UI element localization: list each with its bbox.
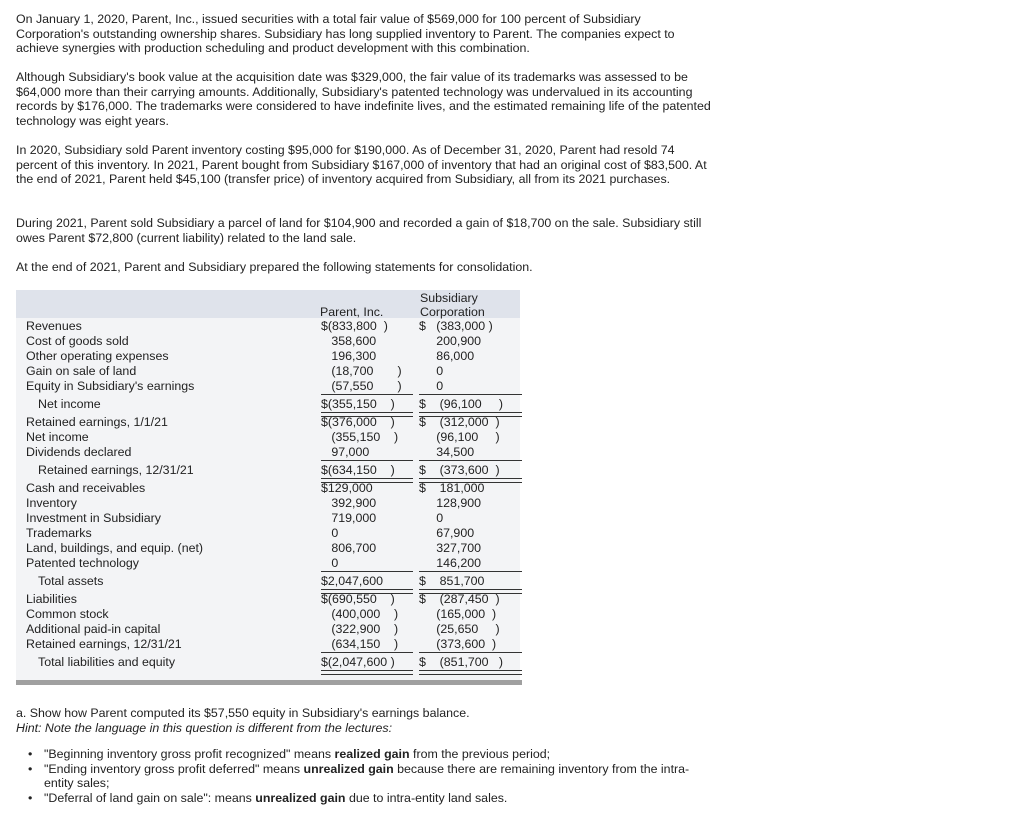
parent-value: $(2,047,600 ): [321, 655, 395, 669]
table-row: [16, 481, 520, 496]
subsidiary-value: $ (312,000 ): [419, 415, 500, 429]
parent-value: $(355,150 ): [321, 397, 395, 411]
row-label: Investment in Subsidiary: [26, 511, 161, 525]
subsidiary-value: $ (287,450 ): [419, 592, 500, 606]
parent-value: 719,000: [321, 511, 377, 525]
subsidiary-value: 34,500: [419, 445, 475, 459]
subsidiary-value: 67,900: [419, 526, 475, 540]
parent-value: 0: [321, 526, 339, 540]
row-label: Land, buildings, and equip. (net): [26, 541, 204, 555]
subtotal-rule: [419, 652, 522, 653]
parent-value: 392,900: [321, 496, 377, 510]
row-label: Total liabilities and equity: [38, 655, 176, 669]
table-row: [16, 574, 520, 589]
row-label: Net income: [26, 430, 89, 444]
subsidiary-value: $ (383,000 ): [419, 319, 493, 333]
subtotal-rule: [321, 652, 413, 653]
row-label: Net income: [38, 397, 101, 411]
parent-value: $(833,800 ): [321, 319, 388, 333]
row-label: Total assets: [38, 574, 104, 588]
parent-value: (322,900 ): [321, 622, 399, 636]
subsidiary-header-line2: Corporation: [420, 305, 485, 319]
table-row: [16, 592, 520, 607]
subsidiary-value: (373,600 ): [419, 637, 497, 651]
table-row: [16, 541, 520, 556]
table-row: [16, 655, 520, 670]
subsidiary-value: $ 851,700: [419, 574, 485, 588]
inventory-paragraph: In 2020, Subsidiary sold Parent inventory costing $95,000 for $190,000. As of December 31, 2020, Parent had resold 74 percent of this inventory. In 2021, Parent bought from Subsidiary $167,000 of inventory that had an original cost of $83,500. At the end of 2021, Parent held $45,100 (transfer price) of inventory acquired from Subsidiary, all from its 2021 purchases.: [16, 143, 707, 187]
subtotal-rule: [321, 571, 413, 572]
table-row: [16, 319, 520, 334]
statements-intro-paragraph: At the end of 2021, Parent and Subsidiary prepared the following statements for consolidation.: [16, 260, 533, 274]
row-label: Other operating expenses: [26, 349, 169, 363]
part-a-question: a. Show how Parent computed its $57,550 equity in Subsidiary's earnings balance.: [16, 706, 470, 720]
subtotal-rule: [419, 394, 522, 395]
row-label: Retained earnings, 1/1/21: [26, 415, 168, 429]
parent-value: (18,700 ): [321, 364, 402, 378]
table-row: [16, 415, 520, 430]
row-label: Liabilities: [26, 592, 77, 606]
parent-value: 806,700: [321, 541, 377, 555]
parent-value: $129,000: [321, 481, 373, 495]
row-label: Inventory: [26, 496, 77, 510]
row-label: Gain on sale of land: [26, 364, 137, 378]
parent-value: (400,000 ): [321, 607, 399, 621]
terminology-notes-list: [16, 747, 716, 805]
row-label: Equity in Subsidiary's earnings: [26, 379, 195, 393]
intro-paragraph: On January 1, 2020, Parent, Inc., issued securities with a total fair value of $569,000 for 100 percent of Subsidiary Corporation's outstanding ownership shares. Subsidiary has long supplied inventory to Parent. The companies expect to achieve synergies with production scheduling and product development with this combination.: [16, 12, 675, 56]
subtotal-rule: [419, 460, 522, 461]
land-sale-paragraph: During 2021, Parent sold Subsidiary a parcel of land for $104,900 and recorded a gain of $18,700 on the sale. Subsidiary still owes Parent $72,800 (current liability) related to the land sale.: [16, 216, 702, 245]
table-row: [16, 526, 520, 541]
table-row: [16, 430, 520, 445]
parent-value: $(376,000 ): [321, 415, 395, 429]
subsidiary-value: $ (96,100 ): [419, 397, 504, 411]
note-item: • "Beginning inventory gross profit recognized" means realized gain from the previous period;: [16, 747, 716, 762]
row-label: Common stock: [26, 607, 109, 621]
table-row: [16, 379, 520, 394]
row-label: Cost of goods sold: [26, 334, 129, 348]
table-row: [16, 511, 520, 526]
row-label: Trademarks: [26, 526, 92, 540]
parent-value: 97,000: [321, 445, 370, 459]
note-item: • "Deferral of land gain on sale": means unrealized gain due to intra-entity land sales.: [16, 791, 716, 806]
parent-value: 358,600: [321, 334, 377, 348]
table-row: [16, 637, 520, 652]
subsidiary-header-line1: Subsidiary: [420, 291, 478, 305]
table-row: [16, 622, 520, 637]
part-a-hint: Hint: Note the language in this question is different from the lectures:: [16, 720, 393, 735]
table-row: [16, 334, 520, 349]
subsidiary-value: 0: [419, 379, 444, 393]
row-label: Cash and receivables: [26, 481, 146, 495]
note-item: • "Ending inventory gross profit deferred" means unrealized gain because there are remaining inventory from the intra-entity sales;: [16, 762, 716, 791]
parent-value: (634,150 ): [321, 637, 399, 651]
subsidiary-value: $ 181,000: [419, 481, 485, 495]
financial-statements-table: [16, 290, 522, 686]
parent-value: $(634,150 ): [321, 463, 395, 477]
parent-value: (355,150 ): [321, 430, 399, 444]
subsidiary-value: 200,900: [419, 334, 482, 348]
subsidiary-value: (165,000 ): [419, 607, 497, 621]
part-a-section: [16, 706, 716, 735]
total-double-rule: [321, 670, 413, 675]
fair-value-paragraph: Although Subsidiary's book value at the acquisition date was $329,000, the fair value of its trademarks was assessed to be $64,000 more than their carrying amounts. Additionally, Subsidiary's patented technology was undervalued in its accounting records by $176,000. The trademarks were considered to have indefinite lives, and the estimated remaining life of the patented technology was eight years.: [16, 70, 711, 128]
parent-value: 196,300: [321, 349, 377, 363]
subtotal-rule: [419, 571, 522, 572]
table-row: [16, 607, 520, 622]
subtotal-rule: [321, 460, 413, 461]
parent-value: (57,550 ): [321, 379, 402, 393]
table-row: [16, 445, 520, 460]
parent-value: $2,047,600: [321, 574, 384, 588]
table-row: [16, 496, 520, 511]
row-label: Patented technology: [26, 556, 139, 570]
parent-header: Parent, Inc.: [320, 305, 384, 319]
subtotal-rule: [321, 394, 413, 395]
table-row: [16, 364, 520, 379]
table-row: [16, 556, 520, 571]
table-row: [16, 397, 520, 412]
row-label: Retained earnings, 12/31/21: [26, 637, 182, 651]
total-double-rule: [419, 670, 522, 675]
subsidiary-value: (96,100 ): [419, 430, 500, 444]
subsidiary-value: 0: [419, 364, 444, 378]
subsidiary-value: 0: [419, 511, 444, 525]
row-label: Retained earnings, 12/31/21: [38, 463, 194, 477]
subsidiary-value: 146,200: [419, 556, 482, 570]
parent-value: $(690,550 ): [321, 592, 395, 606]
parent-value: 0: [321, 556, 339, 570]
row-label: Dividends declared: [26, 445, 132, 459]
table-row: [16, 463, 520, 478]
subsidiary-value: (25,650 ): [419, 622, 500, 636]
subsidiary-value: 86,000: [419, 349, 475, 363]
subsidiary-value: 128,900: [419, 496, 482, 510]
subsidiary-value: $ (851,700 ): [419, 655, 504, 669]
subsidiary-value: 327,700: [419, 541, 482, 555]
table-bottom-bar: [16, 680, 522, 685]
table-row: [16, 349, 520, 364]
row-label: Additional paid-in capital: [26, 622, 161, 636]
row-label: Revenues: [26, 319, 82, 333]
subsidiary-value: $ (373,600 ): [419, 463, 500, 477]
